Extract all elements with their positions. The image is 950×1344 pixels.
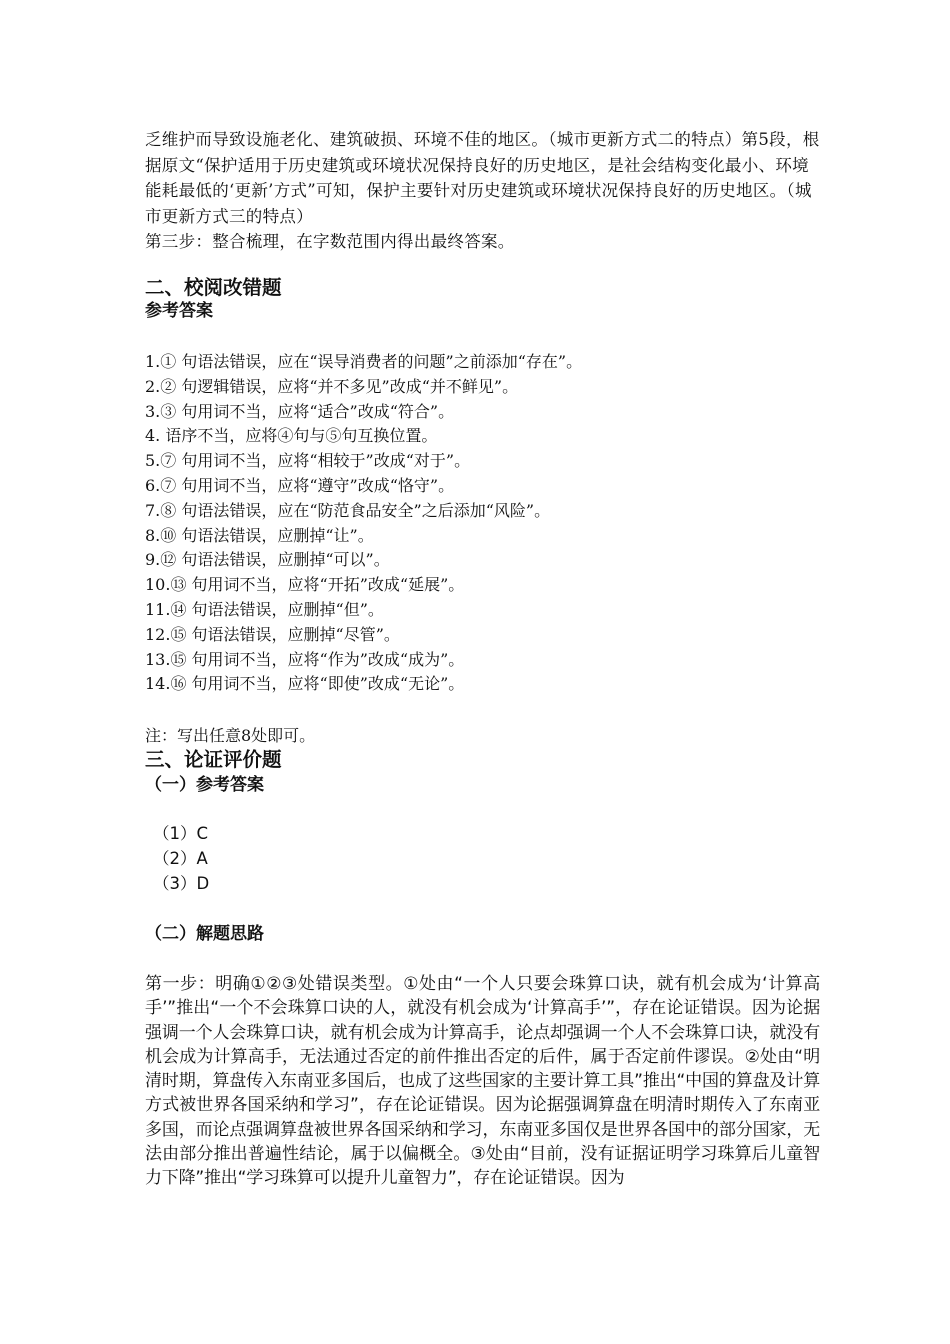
correction-answer-list xyxy=(145,350,582,697)
answer-item: 14.⑯ 句用词不当，应将“即使”改成“无论”。 xyxy=(145,674,465,694)
section-two-subtitle: 参考答案 xyxy=(145,301,213,321)
answer-item: 11.⑭ 句语法错误，应删掉“但”。 xyxy=(145,599,384,619)
section-two-note: 注：写出任意8处即可。 xyxy=(145,726,316,745)
answer-item: 8.⑩ 句语法错误，应删掉“让”。 xyxy=(145,525,374,545)
answer-item: 7.⑧ 句语法错误，应在“防范食品安全”之后添加“风险”。 xyxy=(145,500,551,520)
part-two-explanation: 第一步：明确①②③处错误类型。①处由“一个人只要会珠算口诀，就有机会成为‘计算高手’”推出“一个不会珠算口诀的人，就没有机会成为‘计算高手’”，存在论证错误。因为论据强调一个人会珠算口诀，就有机会成为计算高手，论点却强调一个人不会珠算口诀，就没有机会成为计算高手，无法通过否定的前件推出否定的后件，属于否定前件谬误。②处由“明清时期，算盘传入东南亚多国后，也成了这些国家的主要计算工具”推出“中国的算盘及计算方式被世界各国采纳和学习”，存在论证错误。因为论据强调算盘在明清时期传入了东南亚多国，而论点强调算盘被世界各国采纳和学习，东南亚多国仅是世界各国中的部分国家，无法由部分推出普遍性结论，属于以偏概全。③处由“目前，没有证据证明学习珠算后儿童智力下降”推出“学习珠算可以提升儿童智力”，存在论证错误。因为 xyxy=(145,974,820,1189)
answer-item: 12.⑮ 句语法错误，应删掉“尽管”。 xyxy=(145,624,400,644)
answer-item: 1.① 句语法错误，应在“误导消费者的问题”之前添加“存在”。 xyxy=(145,352,583,371)
answer-item: 9.⑫ 句语法错误，应删掉“可以”。 xyxy=(145,550,390,570)
choice-answer-3: （3）D xyxy=(153,874,210,893)
choice-answer-2: （2）A xyxy=(153,849,208,868)
intro-paragraph: 乏维护而导致设施老化、建筑破损、环境不佳的地区。（城市更新方式二的特点）第5段，根据原文“保护适用于历史建筑或环境状况保持良好的历史地区，是社会结构变化最小、环境能耗最低的‘更新’方式”可知，保护主要针对历史建筑或环境状况保持良好的历史地区。（城市更新方式三的特点） xyxy=(145,130,820,226)
step-three-text: 第三步：整合梳理，在字数范围内得出最终答案。 xyxy=(145,232,515,251)
answer-item: 3.③ 句用词不当，应将“适合”改成“符合”。 xyxy=(145,401,455,421)
answer-item: 13.⑮ 句用词不当，应将“作为”改成“成为”。 xyxy=(145,649,465,669)
section-two-title: 二、校阅改错题 xyxy=(145,276,282,299)
answer-item: 4. 语序不当，应将④句与⑤句互换位置。 xyxy=(145,426,438,446)
section-three-title: 三、论证评价题 xyxy=(145,748,282,771)
answer-item: 6.⑦ 句用词不当，应将“遵守”改成“恪守”。 xyxy=(145,475,455,495)
choice-answer-1: （1）C xyxy=(153,824,209,843)
answer-item: 2.② 句逻辑错误，应将“并不多见”改成“并不鲜见”。 xyxy=(145,376,519,396)
part-two-title: （二）解题思路 xyxy=(145,924,264,944)
part-one-title: （一）参考答案 xyxy=(145,775,264,795)
answer-item: 10.⑬ 句用词不当，应将“开拓”改成“延展”。 xyxy=(145,575,465,595)
answer-item: 5.⑦ 句用词不当，应将“相较于”改成“对于”。 xyxy=(145,451,471,471)
